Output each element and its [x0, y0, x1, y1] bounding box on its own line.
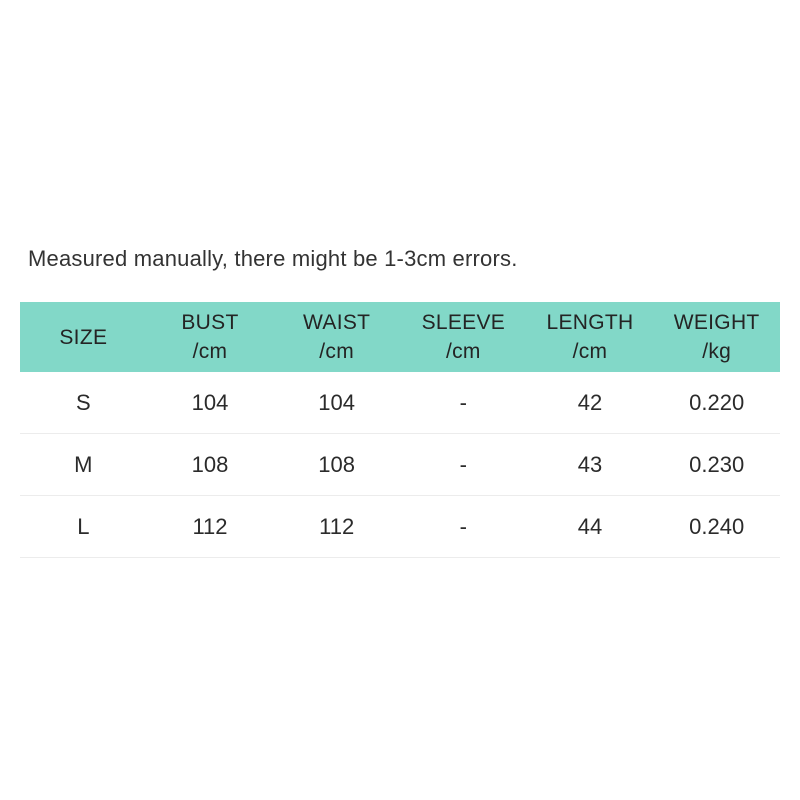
table-row-size-s — [20, 372, 780, 434]
header-cell-length — [527, 302, 654, 372]
header-cell-sleeve — [400, 302, 527, 372]
table-row-size-l — [20, 496, 780, 558]
header-unit: /cm — [319, 340, 355, 363]
cell-bust: 108 — [191, 451, 229, 477]
size-chart-table — [20, 302, 780, 558]
cell-size: L — [77, 513, 90, 539]
cell-size: M — [74, 451, 93, 477]
header-label: LENGTH — [546, 311, 634, 334]
header-cell-size — [20, 302, 147, 372]
measurement-note: Measured manually, there might be 1-3cm errors. — [28, 246, 518, 271]
size-chart-header-row — [20, 302, 780, 372]
header-unit: /cm — [572, 340, 608, 363]
cell-weight: 0.240 — [689, 513, 745, 539]
table-row-size-m — [20, 434, 780, 496]
header-label: BUST — [181, 311, 239, 334]
cell-waist: 112 — [319, 513, 355, 539]
cell-length: 44 — [577, 513, 603, 539]
header-label: SIZE — [59, 325, 108, 349]
cell-weight: 0.220 — [689, 389, 745, 415]
cell-size: S — [75, 389, 91, 415]
header-unit: /kg — [702, 340, 732, 363]
cell-length: 42 — [577, 389, 603, 415]
cell-sleeve: - — [459, 451, 467, 477]
header-label: WAIST — [303, 311, 371, 334]
cell-bust: 112 — [192, 513, 228, 539]
cell-waist: 104 — [318, 389, 356, 415]
header-unit: /cm — [445, 340, 481, 363]
cell-sleeve: - — [459, 389, 467, 415]
header-cell-weight — [653, 302, 780, 372]
cell-weight: 0.230 — [689, 451, 745, 477]
header-cell-waist — [273, 302, 400, 372]
cell-sleeve: - — [459, 513, 467, 539]
header-unit: /cm — [192, 340, 228, 363]
cell-length: 43 — [577, 451, 603, 477]
header-label: SLEEVE — [421, 311, 506, 334]
cell-waist: 108 — [318, 451, 356, 477]
header-label: WEIGHT — [673, 311, 760, 334]
cell-bust: 104 — [191, 389, 229, 415]
header-cell-bust — [147, 302, 274, 372]
